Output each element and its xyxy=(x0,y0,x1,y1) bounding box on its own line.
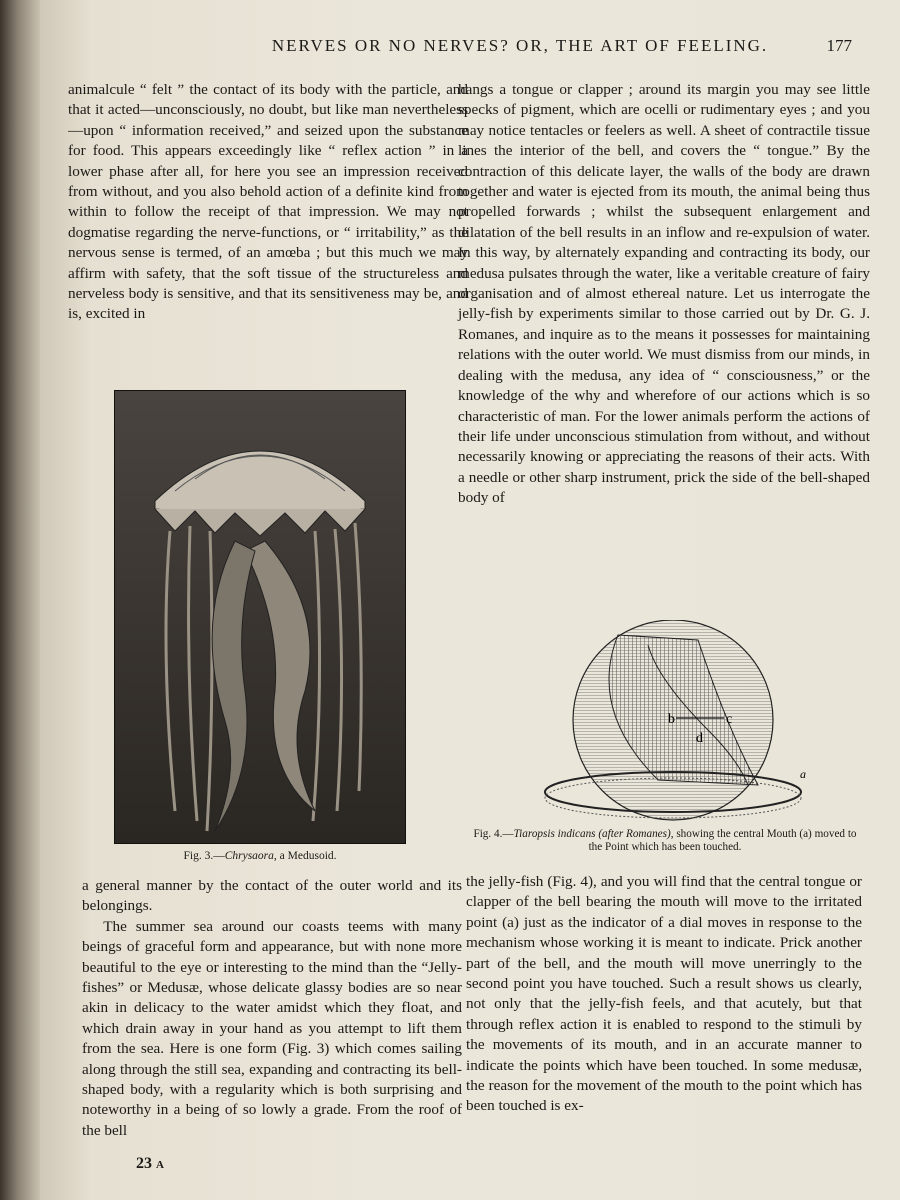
caption-prefix: Fig. 3.— xyxy=(183,850,225,862)
right-column-bottom xyxy=(466,872,862,1117)
paragraph: hangs a tongue or clapper ; around its margin you may see little specks of pigment, which are ocelli or rudimentary eyes ; and you may notice tentacles or feelers as well. A sheet of contractile tissue lines the interior of the bell, and covers the “ tongue.” By the contraction of this delicate layer, the walls of the body are drawn together and water is ejected from its mouth, the animal being thus propelled forwards ; whilst the subsequent enlargement and dilatation of the bell results in an inflow and re-expulsion of water. In this way, by alternately expanding and contracting its body, our medusa pulsates through the water, like a veritable creature of fairy organisation and of almost ethereal nature. Let us interrogate the jelly-fish by experiments similar to those carried out by Dr. G. J. Romanes, and inquire as to the means it possesses for maintaining relations with the outer world. We must dismiss from our minds, in dealing with the medusa, any idea of “ consciousness,” or the knowledge of the why and wherefore of our actions which is so characteristic of man. For the lower animals perform the actions of their life under unconscious stimulation from without, and without necessarily knowing or appreciating the reasons of their acts. With a needle or other sharp instrument, prick the side of the bell-shaped body of xyxy=(458,81,870,507)
book-page xyxy=(40,0,900,1200)
paragraph: The summer sea around our coasts teems with many beings of graceful form and appearance, but with none more beautiful to the eye or interesting to the mind than the “Jelly-fishes” or Medusæ, whose delicate glassy bodies are so near akin in delicacy to the water amidst which they float, and which drain away in your hand as you attempt to lift them from the sea. Here is one form (Fig. 3) which comes sailing along through the still sea, expanding and contracting its bell-shaped body, with a regularity which is both surprising and noteworthy in a being of so lowly a grade. From the roof of the bell xyxy=(82,917,462,1139)
caption-italic: Chrysaora xyxy=(224,850,274,862)
label-a: a xyxy=(800,767,806,781)
caption-suffix: , a Medusoid. xyxy=(273,850,337,862)
left-column-top xyxy=(68,80,468,325)
figure-3-caption xyxy=(100,850,420,862)
caption-prefix: Fig. 4.— xyxy=(473,828,514,840)
left-column-bottom xyxy=(82,876,462,1141)
caption-suffix: , showing the central Mouth (a) moved to the Point which has been touched. xyxy=(588,828,857,853)
paragraph: a general manner by the contact of the outer world and its belongings. xyxy=(82,877,462,915)
running-head: NERVES OR NO NERVES? OR, THE ART OF FEELING. xyxy=(271,36,769,55)
paragraph: the jelly-fish (Fig. 4), and you will find that the central tongue or clapper of the bell bearing the mouth will move to the irritated point (a) just as the indicator of a dial moves in response to the mechanism whose working it is meant to indicate. Prick another part of the bell, and the mouth will move unerringly to the second point you have touched. Such a result shows us clearly, not only that the jelly-fish feels, and that acutely, but that through reflex action it is enabled to respond to the stimuli by the movements of its mouth, and in an accurate manner to indicate the points which have been touched. In some medusæ, the reason for the movement of the mouth to the point which has been touched is ex- xyxy=(466,873,862,1115)
signature-letter: A xyxy=(156,1159,164,1171)
page-number: 177 xyxy=(826,36,852,55)
figure-3-jellyfish-engraving xyxy=(114,390,406,844)
paragraph: animalcule “ felt ” the contact of its body with the particle, and that it acted—unconsciously, no doubt, but like man nevertheless—upon “ information received,” and seized upon the substance for food. This appears exceedingly like “ reflex action ” in a lower phase after all, for here you see an impression received from without, and you also behold action of a definite kind from within to follow the receipt of that impression. We may not dogmatise regarding the nerve-functions, or “ irritability,” as the nervous sense is termed, of an amœba ; but this much we may affirm with safety, that the soft tissue of the structureless and nerveless body is sensitive, and that its sensitiveness may be, and is, excited in xyxy=(68,81,468,323)
signature-number: 23 xyxy=(136,1155,152,1172)
figure-4-caption xyxy=(470,828,860,854)
signature-mark xyxy=(136,1155,164,1173)
right-column-top xyxy=(458,80,870,509)
tiaropsis-diagram xyxy=(528,620,818,830)
jellyfish-illustration xyxy=(115,391,405,843)
caption-italic: Tiaropsis indicans (after Romanes) xyxy=(513,828,671,840)
label-c: c xyxy=(726,712,733,727)
figure-4-tiaropsis-diagram xyxy=(528,620,818,830)
label-d: d xyxy=(696,731,703,746)
label-b: b xyxy=(668,712,675,727)
